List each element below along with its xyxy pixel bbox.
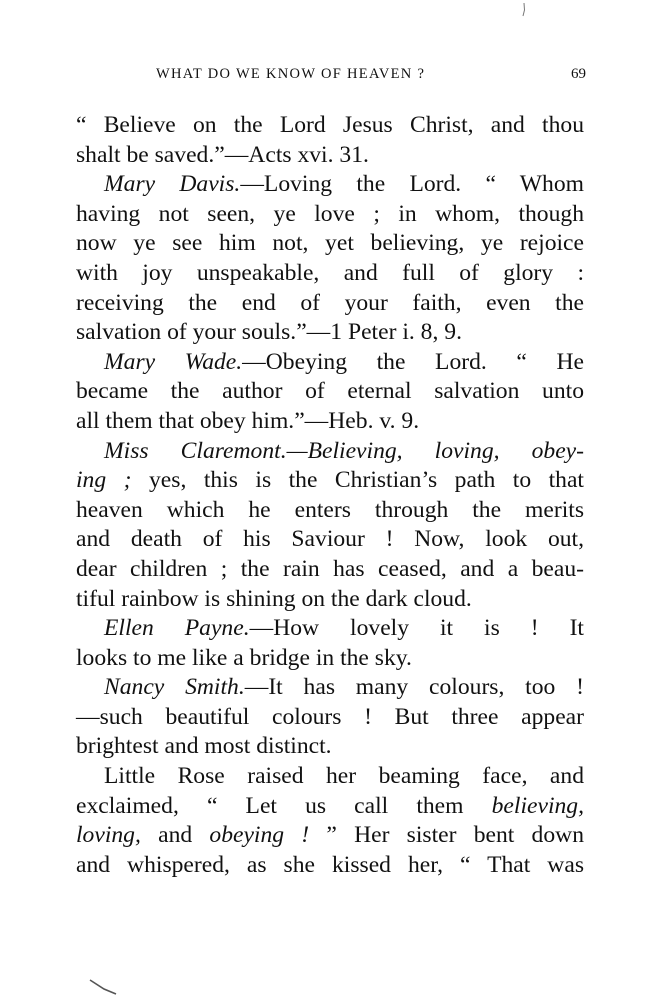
text-line bbox=[76, 644, 584, 674]
line-text: salvation of your souls.”—1 Peter i. 8, 9. bbox=[76, 319, 462, 346]
text-line bbox=[76, 229, 584, 259]
italic-text: Mary Wade. bbox=[104, 348, 243, 375]
italic-text: loving, bbox=[76, 822, 141, 849]
text-line bbox=[76, 111, 584, 141]
line-text: now ye see him not, yet believing, ye rejoice bbox=[76, 230, 584, 257]
text-line bbox=[76, 200, 584, 230]
line-text: all them that obey him.”—Heb. v. 9. bbox=[76, 407, 420, 434]
text-line bbox=[76, 289, 584, 319]
line-text: —such beautiful colours ! But three appear bbox=[76, 703, 584, 730]
italic-text: believing, bbox=[491, 792, 584, 819]
text-line bbox=[76, 496, 584, 526]
italic-text: Ellen Payne. bbox=[104, 615, 250, 642]
text-line bbox=[76, 141, 584, 171]
line-text: looks to me like a bridge in the sky. bbox=[76, 644, 412, 671]
text-line bbox=[76, 821, 584, 851]
line-text: “ Believe on the Lord Jesus Christ, and thou bbox=[76, 112, 584, 138]
page-number: 69 bbox=[571, 66, 586, 82]
line-text: tiful rainbow is shining on the dark cloud. bbox=[76, 585, 472, 612]
text-line bbox=[76, 792, 584, 822]
line-text: ” Her sister bent down bbox=[309, 822, 584, 849]
ink-mark-bottom bbox=[88, 978, 118, 996]
text-line bbox=[76, 259, 584, 289]
line-text: receiving the end of your faith, even the bbox=[76, 289, 584, 316]
italic-text: Mary Davis. bbox=[104, 171, 241, 198]
line-text: —Loving the Lord. “ Whom bbox=[240, 171, 585, 198]
line-text: having not seen, ye love ; in whom, though bbox=[76, 200, 584, 227]
text-line bbox=[76, 673, 584, 703]
text-line bbox=[76, 525, 584, 555]
text-line bbox=[76, 762, 584, 792]
ink-mark-top bbox=[521, 2, 527, 18]
line-text: heaven which he enters through the merits bbox=[76, 496, 584, 523]
text-line bbox=[76, 732, 584, 762]
line-text: brightest and most distinct. bbox=[76, 733, 332, 760]
text-line bbox=[76, 555, 584, 585]
line-text: —How lovely it is ! It bbox=[249, 615, 584, 642]
line-text: exclaimed, “ Let us call them bbox=[76, 792, 492, 819]
text-line bbox=[76, 703, 584, 733]
running-head bbox=[76, 66, 586, 86]
line-text: with joy unspeakable, and full of glory : bbox=[76, 259, 584, 286]
line-text: —Obeying the Lord. “ He bbox=[242, 348, 584, 375]
line-text: and bbox=[140, 822, 210, 849]
text-line bbox=[76, 407, 584, 437]
text-line bbox=[76, 585, 584, 615]
text-line bbox=[76, 170, 584, 200]
italic-text: ing ; bbox=[76, 467, 132, 494]
text-line bbox=[76, 614, 584, 644]
italic-text: obeying ! bbox=[209, 822, 310, 849]
line-text: shalt be saved.”—Acts xvi. 31. bbox=[76, 141, 369, 168]
line-text: yes, this is the Christian’s path to that bbox=[131, 467, 584, 494]
running-title: WHAT DO WE KNOW OF HEAVEN ? bbox=[156, 66, 426, 82]
italic-text: Nancy Smith. bbox=[104, 674, 245, 701]
line-text: became the author of eternal salvation unto bbox=[76, 378, 584, 405]
text-line bbox=[76, 318, 584, 348]
line-text: and death of his Saviour ! Now, look out, bbox=[76, 526, 584, 553]
italic-text: Miss Claremont.—Believing, loving, obey- bbox=[104, 437, 584, 464]
text-line bbox=[76, 851, 584, 881]
line-text: —It has many colours, too ! bbox=[244, 674, 584, 701]
line-text: dear children ; the rain has ceased, and a beau- bbox=[76, 555, 584, 582]
line-text: and whispered, as she kissed her, “ That was bbox=[76, 851, 584, 878]
text-line bbox=[76, 348, 584, 378]
text-line bbox=[76, 466, 584, 496]
text-line bbox=[76, 377, 584, 407]
text-line bbox=[76, 437, 584, 467]
body-text bbox=[76, 111, 584, 880]
line-text: Little Rose raised her beaming face, and bbox=[104, 763, 584, 790]
